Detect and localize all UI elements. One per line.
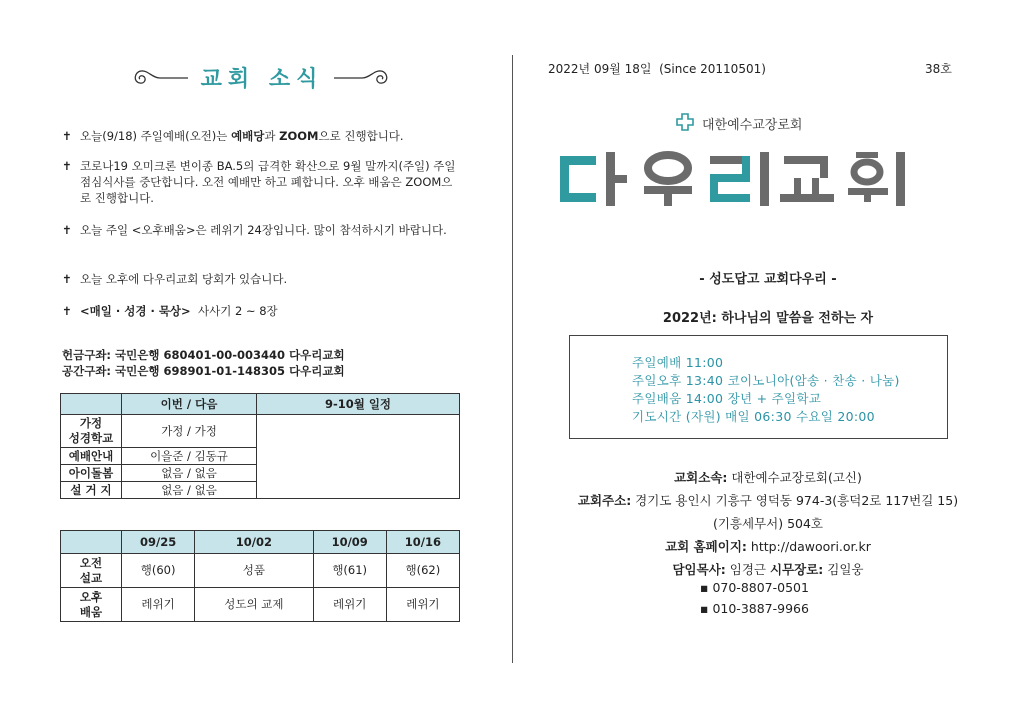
row-label: 오후 배움	[61, 588, 122, 622]
table-header: 이번 / 다음	[122, 394, 257, 415]
year-theme: 2022년: 하나님의 말씀을 전하는 자	[662, 311, 874, 326]
schedule-cell	[257, 415, 460, 499]
table-cell: 없음 / 없음	[122, 482, 257, 499]
news-item: ✝ <매일 · 성경 · 묵상> 사사기 2 ~ 8장	[62, 304, 278, 318]
news-item: ✝ 코로나19 오미크론 변이종 BA.5의 급격한 확산으로 9월 말까지(주일) 주일 점심식사를 중단합니다. 오전 예배만 하고 폐합니다. 오후 배움은 ZOOM으로 진행합니다.	[62, 159, 456, 205]
row-label: 가정 성경학교	[61, 415, 122, 448]
homepage-link[interactable]: http://dawoori.or.kr	[746, 539, 871, 554]
table-cell: 행(62)	[386, 554, 459, 588]
news-item: ✝ 오늘 주일 <오후배움>은 레위기 24장입니다. 많이 참석하시기 바랍니다.	[62, 223, 447, 237]
motto: - 성도답고 교회다우리 -	[699, 272, 837, 287]
table-cell: 성도의 교제	[195, 588, 313, 622]
cross-icon: ✝	[62, 159, 72, 173]
church-affiliation: 교회소속: 대한예수교장로회(고신)	[674, 470, 862, 485]
news-item: ✝ 오늘(9/18) 주일예배(오전)는 예배당과 ZOOM으로 진행합니다.	[62, 129, 404, 143]
table-cell: 레위기	[313, 588, 386, 622]
cross-icon: ✝	[62, 304, 72, 318]
left-flourish-icon	[130, 64, 192, 92]
weekly-table	[60, 530, 460, 622]
church-address: 교회주소: 경기도 용인시 기흥구 영덕동 974-3(흥덕2로 117번길 15)	[577, 493, 959, 508]
table-cell: 가정 / 가정	[122, 415, 257, 448]
bullet-icon: ▪	[700, 601, 713, 616]
table-cell: 레위기	[122, 588, 195, 622]
row-label: 예배안내	[61, 448, 122, 465]
worship-time: 주일오후 13:40 코이노니아(암송 · 찬송 · 나눔)	[632, 373, 900, 388]
phone-number: ▪ 010-3887-9966	[700, 601, 809, 616]
table-cell: 레위기	[386, 588, 459, 622]
schedule-table	[60, 393, 460, 499]
news-item: ✝ 오늘 오후에 다우리교회 당회가 있습니다.	[62, 272, 288, 286]
row-label: 아이돌봄	[61, 465, 122, 482]
church-logo	[560, 148, 940, 210]
church-address-line2: (기흥세무서) 504호	[712, 516, 824, 531]
church-staff: 담임목사: 임경근 시무장로: 김일웅	[672, 562, 864, 577]
worship-time: 기도시간 (자원) 매일 06:30 수요일 20:00	[632, 409, 875, 424]
news-title	[130, 60, 390, 96]
table-header: 10/16	[386, 531, 459, 554]
table-header: 09/25	[122, 531, 195, 554]
table-cell: 이을준 / 김동규	[122, 448, 257, 465]
table-cell: 행(60)	[122, 554, 195, 588]
worship-time: 주일예배 11:00	[632, 355, 724, 370]
news-title-text: 교회 소식	[200, 67, 324, 92]
table-header: 10/02	[195, 531, 313, 554]
cross-icon: ✝	[62, 129, 72, 143]
cross-icon: ✝	[62, 272, 72, 286]
worship-time: 주일배움 14:00 장년 + 주일학교	[632, 391, 822, 406]
table-header: 10/09	[313, 531, 386, 554]
bulletin-date: 2022년 09월 18일 (Since 20110501)	[548, 62, 766, 76]
bank-accounts	[62, 347, 345, 379]
table-cell: 행(61)	[313, 554, 386, 588]
building-account: 공간구좌: 국민은행 698901-01-148305 다우리교회	[62, 364, 345, 378]
worship-times-box	[569, 335, 948, 439]
offering-account: 헌금구좌: 국민은행 680401-00-003440 다우리교회	[62, 348, 345, 362]
table-header: 9-10월 일정	[257, 394, 460, 415]
cross-icon: ✝	[62, 223, 72, 237]
table-header	[61, 531, 122, 554]
phone-number: ▪ 070-8807-0501	[700, 580, 809, 595]
denomination: 대한예수교장로회	[702, 118, 803, 133]
table-cell: 없음 / 없음	[122, 465, 257, 482]
row-label: 설 거 지	[61, 482, 122, 499]
right-flourish-icon	[330, 64, 392, 92]
table-header	[61, 394, 122, 415]
church-homepage: 교회 홈페이지: http://dawoori.or.kr	[665, 539, 871, 554]
church-cross-icon	[676, 113, 694, 131]
bullet-icon: ▪	[700, 580, 713, 595]
row-label: 오전 설교	[61, 554, 122, 588]
issue-number: 38호	[925, 62, 952, 76]
table-cell: 성품	[195, 554, 313, 588]
